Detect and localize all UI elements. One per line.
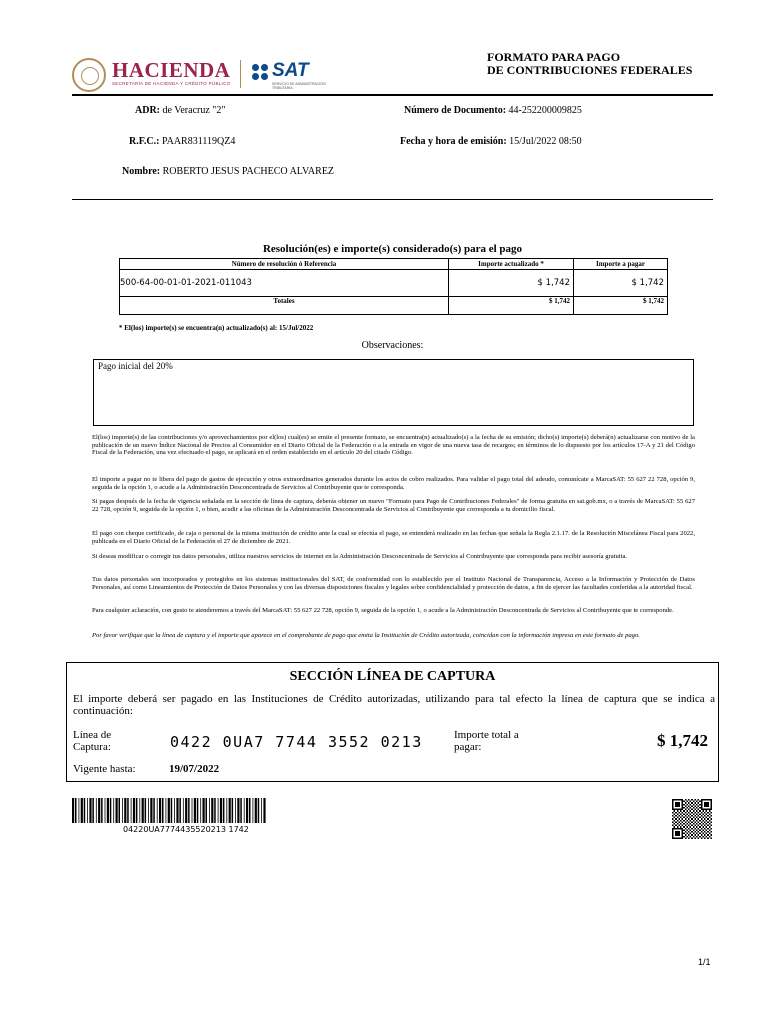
- observations-box: [93, 359, 694, 426]
- header-logos: [72, 56, 332, 92]
- capture-line-label: [73, 729, 111, 753]
- legal-paragraph: Tus datos personales son incorporados y protegidos en los sistemas institucionales del SAT, de conformidad con lo establecido por el Instituto Nacional de Transparencia, Acceso a la Información y Protección de Datos Personales, así como Lineamientos de Protección de Datos Personales y con las diversas disposiciones fiscales y legales sobre confidencialidad y protección de datos, a fin de ejercer las facultades conferidas a la autoridad fiscal.: [92, 576, 695, 591]
- form-title: [487, 51, 692, 77]
- legal-paragraph: El(los) importe(s) de las contribuciones y/o aprovechamientos por el(los) cual(es) se emite el presente formato, se encuentra(n) actualizado(s) a la fecha de su emisión; dicho(s) importe(s) deberá(n) actualizarse con motivo de la publicación de un nuevo Índice Nacional de Precios al Consumidor en el Diario Oficial de la Federación o a la entrada en vigor de una nueva tasa de recargos; en términos de lo dispuesto por los artículos 17-A y 21 del Código Fiscal de la Federación, una vez efectuado el pago, se aplicará en el orden establecido en el artículo 20 del citado Código.: [92, 434, 695, 457]
- resolutions-title: Resolución(es) e importe(s) considerado(s) para el pago: [262, 243, 523, 255]
- totals-updated: $ 1,742: [449, 297, 574, 315]
- barcode-text: 04220UA7774435520213 1742: [123, 825, 249, 834]
- observations-label: Observaciones:: [361, 340, 424, 351]
- info-rule: [72, 199, 713, 200]
- table-row: [120, 270, 668, 297]
- valid-until-label: Vigente hasta:: [73, 763, 136, 775]
- total-amount-label-1: Importe total a: [454, 729, 519, 741]
- legal-paragraph: Si deseas modificar o corregir tus datos personales, utiliza nuestros servicios de internet en la Administración Desconcentrada de Servicios al Contribuyente que corresponda para recibir asesoría gratuita.: [92, 553, 628, 560]
- issue-date-label: Fecha y hora de emisión:: [400, 136, 507, 147]
- adr-value: de Veracruz "2": [162, 105, 226, 116]
- table-header-row: [120, 259, 668, 270]
- rfc-label: R.F.C.:: [129, 136, 160, 147]
- capture-line-label-1: Línea de: [73, 729, 112, 741]
- barcode-icon: [72, 798, 266, 823]
- legal-paragraph: Por favor verifique que la línea de captura y el importe que aparece en el comprobante de pago que emita la Institución de Crédito autorizada, coincidan con la información impresa en este formato de pago.: [92, 632, 640, 639]
- sat-logo-text: SAT: [272, 60, 309, 81]
- logo-divider: [240, 60, 241, 88]
- document-number-field: [404, 105, 582, 116]
- capture-line-intro: El importe deberá ser pagado en las Instituciones de Crédito autorizadas, utilizando para tal efecto la línea de captura que se indica a continuación:: [73, 693, 715, 717]
- observations-text: Pago inicial del 20%: [98, 361, 173, 371]
- mexico-seal-icon: [72, 58, 106, 92]
- updated-amount: $ 1,742: [449, 270, 574, 297]
- update-note: * El(los) importe(s) se encuentra(n) actualizado(s) al: 15/Jul/2022: [119, 324, 314, 332]
- rfc-field: [129, 136, 235, 147]
- rfc-value: PAAR831119QZ4: [161, 136, 236, 147]
- total-amount-label: [454, 729, 519, 753]
- document-number-value: 44-252200009825: [508, 105, 582, 116]
- adr-field: [135, 105, 225, 116]
- issue-date-value: 15/Jul/2022 08:50: [509, 136, 582, 147]
- form-title-line2: DE CONTRIBUCIONES FEDERALES: [487, 63, 693, 77]
- amount-to-pay: $ 1,742: [574, 270, 668, 297]
- sat-logo-subtitle: SERVICIO DE ADMINISTRACIÓN TRIBUTARIA: [272, 82, 326, 90]
- totals-label: Totales: [120, 297, 449, 315]
- totals-to-pay: $ 1,742: [574, 297, 668, 315]
- form-title-line1: FORMATO PARA PAGO: [487, 50, 621, 64]
- sat-dots-icon: [252, 64, 270, 82]
- legal-paragraph: El pago con cheque certificado, de caja o personal de la misma institución de crédito ante la cual se efectúa el pago, se entenderá realizado en las fechas que señala la Regla 2.1.17. de la Resolución Miscelánea Fiscal para 2022, publicada en el Diario Oficial de la Federación el 27 de diciembre de 2021.: [92, 530, 695, 545]
- capture-line-value: 0422 0UA7 7744 3552 0213: [170, 733, 423, 751]
- column-header: Importe a pagar: [574, 259, 668, 270]
- column-header: Importe actualizado *: [449, 259, 574, 270]
- name-label: Nombre:: [122, 166, 161, 177]
- page-number: 1/1: [698, 957, 711, 967]
- totals-row: [120, 297, 668, 315]
- legal-paragraph: Si pagas después de la fecha de vigencia señalada en la sección de línea de captura, deberás obtener un nuevo "Formato para Pago de Contribuciones Federales" de forma gratuita en sat.gob.mx, o a través de MarcaSAT: 55 627 22 728, opción 9, seguida de la opción 1, o bien, acudir a las oficinas de la Administración Desconcentrada de Servicios al Contribuyente que corresponda a tu domicilio fiscal.: [92, 498, 695, 513]
- column-header: Número de resolución ó Referencia: [120, 259, 449, 270]
- capture-line-section: [66, 662, 719, 782]
- legal-paragraph: Para cualquier aclaración, con gusto te atenderemos a través del MarcaSAT: 55 627 22 728, opción 9, seguida de la opción 1, o acude a la Administración Desconcentrada de Servicios al Contribuyente que te corresponde.: [92, 607, 674, 614]
- resolution-number: 500-64-00-01-01-2021-011043: [120, 270, 449, 297]
- issue-date-field: [400, 136, 582, 147]
- qr-code-icon: [672, 799, 712, 839]
- resolutions-table: [119, 258, 668, 315]
- total-amount-label-2: pagar:: [454, 741, 482, 753]
- valid-until-value: 19/07/2022: [169, 763, 220, 775]
- adr-label: ADR:: [135, 105, 160, 116]
- name-field: [122, 166, 334, 177]
- name-value: ROBERTO JESUS PACHECO ALVAREZ: [162, 166, 335, 177]
- header-rule: [72, 94, 713, 96]
- capture-line-title: SECCIÓN LÍNEA DE CAPTURA: [289, 669, 496, 684]
- document-number-label: Número de Documento:: [404, 105, 507, 116]
- total-amount-value: $ 1,742: [657, 731, 708, 750]
- legal-paragraph: El importe a pagar no te libera del pago de gastos de ejecución y otros extraordinarios generados durante los actos de cobro realizados. Para validar el pago total del adeudo, comunícate a MarcaSAT: 55 627 22 728, opción 9, seguida de la opción 1, o acude a la Administración Desconcentrada de Servicios al Contribuyente que te corresponda.: [92, 476, 695, 491]
- hacienda-logo-subtitle: SECRETARÍA DE HACIENDA Y CRÉDITO PÚBLICO: [112, 81, 231, 86]
- hacienda-logo-text: HACIENDA: [112, 58, 231, 82]
- capture-line-label-2: Captura:: [73, 741, 111, 753]
